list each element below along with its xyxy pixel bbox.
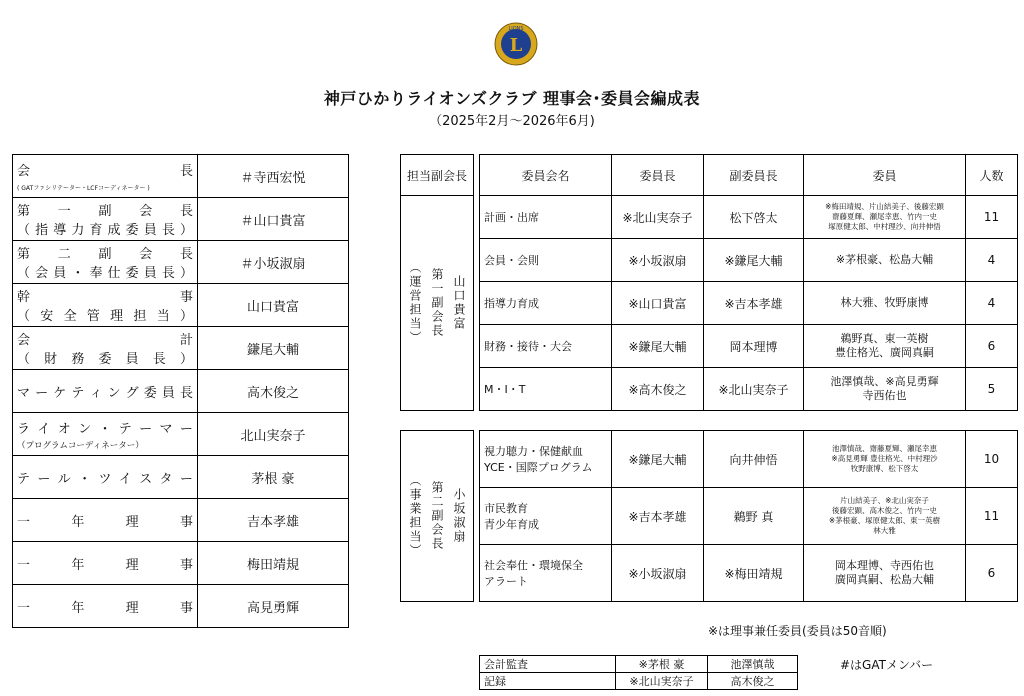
committee-count: 5 [966, 368, 1018, 411]
officer-name: 高木俊之 [198, 370, 349, 413]
officer-role-cell [13, 327, 198, 370]
committee-chair: ※小坂淑扇 [612, 545, 704, 602]
committee-name [480, 196, 612, 239]
officers-table [12, 154, 349, 628]
officer-role-note: （ 指 導 力 育 成 委 員 長 ） [17, 223, 193, 238]
committee-name [480, 431, 612, 488]
member-line: ※茅根豪、松島大輔 [835, 253, 934, 266]
audit-primary: ※北山実奈子 [616, 673, 708, 690]
officer-role: ラ イ オ ン ・ テ ー マ ー [17, 421, 193, 437]
svg-text:L: L [509, 35, 523, 56]
committee-row [401, 431, 1018, 488]
member-line: ※高見勇輝 豊住格光、中村理沙 [831, 454, 938, 463]
vp-cell [401, 196, 474, 411]
header-chair: 委員長 [612, 155, 704, 196]
officer-row [13, 413, 349, 456]
gat-note: #はGATメンバー [840, 658, 934, 672]
officer-name: ＃寺西宏悦 [198, 155, 349, 198]
officer-row [13, 499, 349, 542]
committee-members [804, 239, 966, 282]
committee-vice-chair: 岡本理博 [704, 325, 804, 368]
header-members: 委員 [804, 155, 966, 196]
officer-role-note: （ 会 員 ・ 奉 仕 委 員 長 ） [17, 266, 193, 281]
officer-role-cell [13, 370, 198, 413]
vp-name: 小坂淑扇 [452, 488, 466, 544]
committee-name-line: 社会奉仕・環境保全 [484, 559, 583, 572]
officer-role-note: （プログラムコーディネーター） [17, 440, 144, 451]
legend-note: ※は理事兼任委員(委員は50音順) [708, 624, 887, 638]
officer-name: 高見勇輝 [198, 585, 349, 628]
officer-row [13, 284, 349, 327]
member-line: 豊住格光、廣岡真嗣 [835, 346, 934, 359]
officer-role: 幹 事 [17, 290, 193, 305]
committee-row [401, 545, 1018, 602]
officer-row [13, 198, 349, 241]
officer-name: 吉本孝雄 [198, 499, 349, 542]
header-vp: 担当副会長 [401, 155, 474, 196]
committee-chair: ※鎌尾大輔 [612, 325, 704, 368]
committee-members [804, 488, 966, 545]
officer-row [13, 542, 349, 585]
committee-chair: ※鎌尾大輔 [612, 431, 704, 488]
committee-members [804, 368, 966, 411]
officer-role: 一 年 理 事 [17, 557, 193, 573]
member-line: 池澤慎哉、齋藤夏輝、瀬尾幸恵 [832, 444, 937, 453]
committee-name-line: アラート [484, 575, 528, 588]
committee-vice-chair: ※鎌尾大輔 [704, 239, 804, 282]
committee-vice-chair: ※吉本孝雄 [704, 282, 804, 325]
committee-name [480, 282, 612, 325]
committee-name-text: 指導力育成 [484, 297, 539, 310]
audit-secondary: 高木俊之 [708, 673, 798, 690]
officer-role-cell [13, 499, 198, 542]
committee-members [804, 196, 966, 239]
officer-row [13, 585, 349, 628]
committee-name [480, 545, 612, 602]
header-committee: 委員会名 [480, 155, 612, 196]
audit-label: 会計監査 [480, 656, 616, 673]
officer-role: 第 一 副 会 長 [17, 204, 193, 219]
audit-table [479, 655, 798, 690]
committee-row [401, 282, 1018, 325]
committee-row [401, 196, 1018, 239]
member-line: 池澤慎哉、※高見勇輝 [830, 375, 939, 388]
member-line: 岡本理博、寺西佑也 [835, 559, 934, 572]
officer-row [13, 456, 349, 499]
audit-secondary: 池澤慎哉 [708, 656, 798, 673]
audit-row [480, 656, 798, 673]
committee-name [480, 239, 612, 282]
audit-row [480, 673, 798, 690]
committee-name [480, 488, 612, 545]
officer-name: 山口貴富 [198, 284, 349, 327]
committee-name [480, 325, 612, 368]
officer-name: 北山実奈子 [198, 413, 349, 456]
committee-row [401, 239, 1018, 282]
header-count: 人数 [966, 155, 1018, 196]
committee-row [401, 325, 1018, 368]
officer-role-cell [13, 241, 198, 284]
officer-role: マ ー ケ テ ィ ン グ 委 員 長 [17, 385, 193, 401]
officer-role-note: ( GATファシリテーター・LCFコーディネーター ) [17, 185, 150, 192]
lions-logo [494, 22, 538, 66]
member-line: 牧野康博、松下啓太 [850, 464, 919, 473]
committee-vice-chair: 鵜野 真 [704, 488, 804, 545]
officer-name: 梅田靖規 [198, 542, 349, 585]
committee-chair: ※山口貴富 [612, 282, 704, 325]
member-line: ※梅田靖規、片山結美子、後藤宏顕 [825, 202, 944, 211]
committee-count: 10 [966, 431, 1018, 488]
committee-count: 4 [966, 239, 1018, 282]
member-line: 片山結美子、※北山実奈子 [840, 496, 929, 505]
committee-row [401, 368, 1018, 411]
audit-primary: ※茅根 豪 [616, 656, 708, 673]
officer-role-note: （ 財 務 委 員 長 ） [17, 352, 193, 367]
officer-name: ＃小坂淑扇 [198, 241, 349, 284]
page-title: 神戸ひかりライオンズクラブ 理事会･委員会編成表 [323, 89, 701, 108]
officer-row [13, 155, 349, 198]
committee-members [804, 545, 966, 602]
member-line: 塚原健太郎、中村理沙、向井伸悟 [828, 222, 941, 231]
officer-role: 会 長 [17, 164, 193, 179]
committee-name-line: YCE・国際プログラム [484, 461, 593, 474]
officer-role: 会 計 [17, 333, 193, 348]
member-line: 後藤宏顕、高木俊之、竹内一史 [832, 506, 937, 515]
member-line: 寺西佑也 [862, 389, 907, 402]
officer-role-cell [13, 155, 198, 198]
officer-name: 鎌尾大輔 [198, 327, 349, 370]
committee-vice-chair: ※北山実奈子 [704, 368, 804, 411]
member-line: 林大雅、牧野康博 [840, 296, 929, 309]
committee-table-2 [400, 430, 1018, 602]
committee-name-text: 財務・接待・大会 [484, 340, 572, 353]
audit-label: 記録 [480, 673, 616, 690]
officer-role-cell [13, 413, 198, 456]
officer-role-cell [13, 456, 198, 499]
committee-count: 11 [966, 488, 1018, 545]
committee-name-line: 視力聴力・保健献血 [484, 445, 583, 458]
officer-row [13, 370, 349, 413]
committee-members [804, 431, 966, 488]
vp-role: （事業担当） [408, 474, 422, 558]
vp-role: （運営担当） [408, 261, 422, 345]
vp-title: 第二副会長 [430, 481, 444, 551]
officer-role-note: （ 安 全 管 理 担 当 ） [17, 309, 193, 324]
committee-name [480, 368, 612, 411]
officer-name: 茅根 豪 [198, 456, 349, 499]
officer-role-cell [13, 542, 198, 585]
committee-vice-chair: 松下啓太 [704, 196, 804, 239]
committee-name-text: 計画・出席 [484, 211, 539, 224]
officer-role-cell [13, 284, 198, 327]
page-subtitle: （2025年2月～2026年6月) [429, 114, 595, 129]
vp-name: 山口貴富 [452, 275, 466, 331]
vp-title: 第一副会長 [430, 268, 444, 338]
committee-chair: ※小坂淑扇 [612, 239, 704, 282]
committee-name-text: 会員・会則 [484, 254, 539, 267]
committee-count: 6 [966, 545, 1018, 602]
member-line: 林大雅 [873, 526, 896, 535]
committee-vice-chair: 向井伸悟 [704, 431, 804, 488]
committee-chair: ※北山実奈子 [612, 196, 704, 239]
member-line: 鵜野真、東一英樹 [840, 332, 929, 345]
committee-row [401, 488, 1018, 545]
committee-name-line: 市民教育 [484, 502, 528, 515]
officer-role: テ ー ル ・ ツ イ ス タ ー [17, 471, 193, 487]
member-line: ※茅根豪、塚原健太郎、東一英樹 [828, 516, 941, 525]
committee-count: 11 [966, 196, 1018, 239]
committee-name-line: 青少年育成 [484, 518, 539, 531]
committee-name-text: M・I・T [484, 383, 526, 396]
header-vice: 副委員長 [704, 155, 804, 196]
officer-role: 一 年 理 事 [17, 514, 193, 530]
committee-count: 4 [966, 282, 1018, 325]
committee-chair: ※吉本孝雄 [612, 488, 704, 545]
officer-name: ＃山口貴富 [198, 198, 349, 241]
vp-cell [401, 431, 474, 602]
officer-role-cell [13, 198, 198, 241]
committee-header-row [401, 155, 1018, 196]
committee-chair: ※高木俊之 [612, 368, 704, 411]
committee-members [804, 282, 966, 325]
committee-vice-chair: ※梅田靖規 [704, 545, 804, 602]
committee-table-1 [400, 154, 1018, 411]
officer-row [13, 327, 349, 370]
member-line: 齋藤夏輝、瀬尾幸恵、竹内一史 [832, 212, 937, 221]
officer-role: 第 二 副 会 長 [17, 247, 193, 262]
committee-members [804, 325, 966, 368]
officer-role-cell [13, 585, 198, 628]
member-line: 廣岡真嗣、松島大輔 [835, 573, 934, 586]
officer-row [13, 241, 349, 284]
officer-role: 一 年 理 事 [17, 600, 193, 616]
committee-count: 6 [966, 325, 1018, 368]
logo-text: LIONS [508, 26, 524, 32]
